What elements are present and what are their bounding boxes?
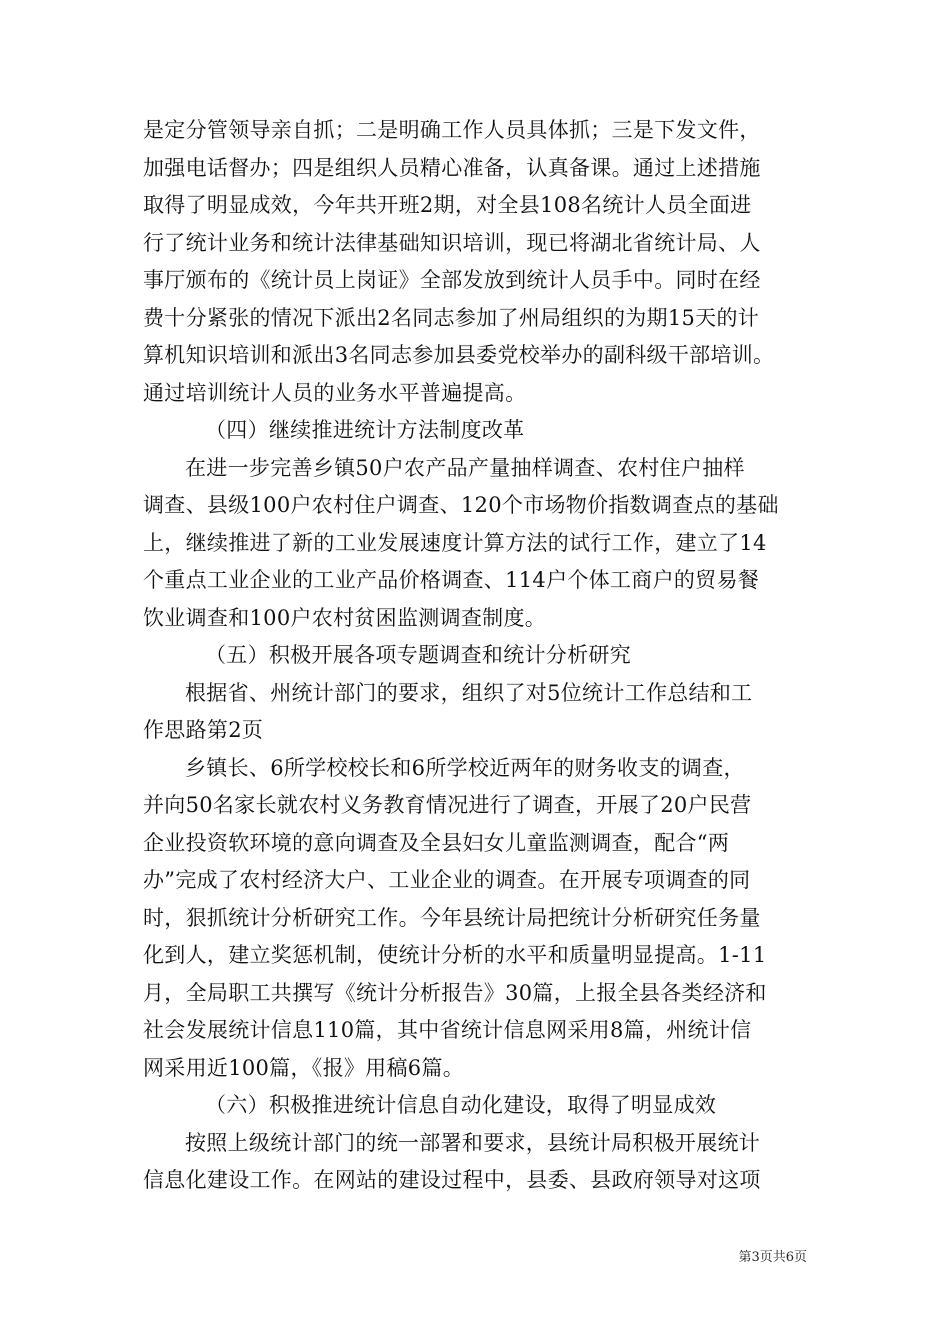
text-line: 是定分管领导亲自抓；二是明确工作人员具体抓；三是下发文件， <box>143 118 761 142</box>
text-line: 月，全局职工共撰写《统计分析报告》30篇，上报全县各类经济和 <box>143 980 767 1005</box>
text-line: 算机知识培训和派出3名同志参加县委党校举办的副科级干部培训。 <box>143 343 775 367</box>
text-line: 费十分紧张的情况下派出2名同志参加了州局组织的为期15天的计 <box>143 305 760 330</box>
text-line: 事厅颁布的《统计员上岗证》全部发放到统计人员手中。同时在经 <box>143 268 761 292</box>
text-line: 取得了明显成效，今年共开班2期，对全县108名统计人员全面进 <box>143 193 752 217</box>
section-heading: （四）继续推进统计方法制度改革 <box>205 418 525 442</box>
text-line: 时，狠抓统计分析研究工作。今年县统计局把统计分析研究任务量 <box>143 905 761 930</box>
text-line: 并向50名家长就农村义务教育情况进行了调查，开展了20户民营 <box>143 793 752 817</box>
section-heading: （六）积极推进统计信息自动化建设，取得了明显成效 <box>205 1093 717 1117</box>
text-line: 网采用近100篇，《报》用稿6篇。 <box>143 1055 465 1080</box>
text-line: 化到人，建立奖惩机制，使统计分析的水平和质量明显提高。1-11 <box>143 943 767 967</box>
text-line: 社会发展统计信息110篇，其中省统计信息网采用8篇，州统计信 <box>143 1018 752 1042</box>
text-line: 上，继续推进了新的工业发展速度计算方法的试行工作，建立了14 <box>143 530 767 555</box>
text-line: 在进一步完善乡镇50户农产品产量抽样调查、农村住户抽样 <box>185 455 745 480</box>
text-line: 行了统计业务和统计法律基础知识培训，现已将湖北省统计局、人 <box>143 230 761 255</box>
text-line: 企业投资软环境的意向调查及全县妇女儿童监测调查，配合“两 <box>143 830 730 855</box>
text-line: 乡镇长、6所学校校长和6所学校近两年的财务收支的调查， <box>185 755 745 780</box>
text-line: 按照上级统计部门的统一部署和要求，县统计局积极开展统计 <box>185 1130 761 1155</box>
text-line: 信息化建设工作。在网站的建设过程中，县委、县政府领导对这项 <box>143 1168 761 1192</box>
text-line: 根据省、州统计部门的要求，组织了对5位统计工作总结和工 <box>185 680 753 705</box>
text-line: 作思路第2页 <box>143 718 264 742</box>
page-number-footer: 第3页共6页 <box>738 1250 807 1265</box>
text-line: 个重点工业企业的工业产品价格调查、114户个体工商户的贸易餐 <box>143 568 760 592</box>
text-line: 加强电话督办；四是组织人员精心准备，认真备课。通过上述措施 <box>143 155 761 180</box>
text-line: 饮业调查和100户农村贫困监测调查制度。 <box>143 605 547 630</box>
text-line: 调查、县级100户农村住户调查、120个市场物价指数调查点的基础 <box>143 493 779 517</box>
document-body <box>143 112 823 1200</box>
text-line: 办”完成了农村经济大户、工业企业的调查。在开展专项调查的同 <box>143 868 751 892</box>
text-line: 通过培训统计人员的业务水平普遍提高。 <box>143 380 527 405</box>
section-heading: （五）积极开展各项专题调查和统计分析研究 <box>205 643 631 667</box>
